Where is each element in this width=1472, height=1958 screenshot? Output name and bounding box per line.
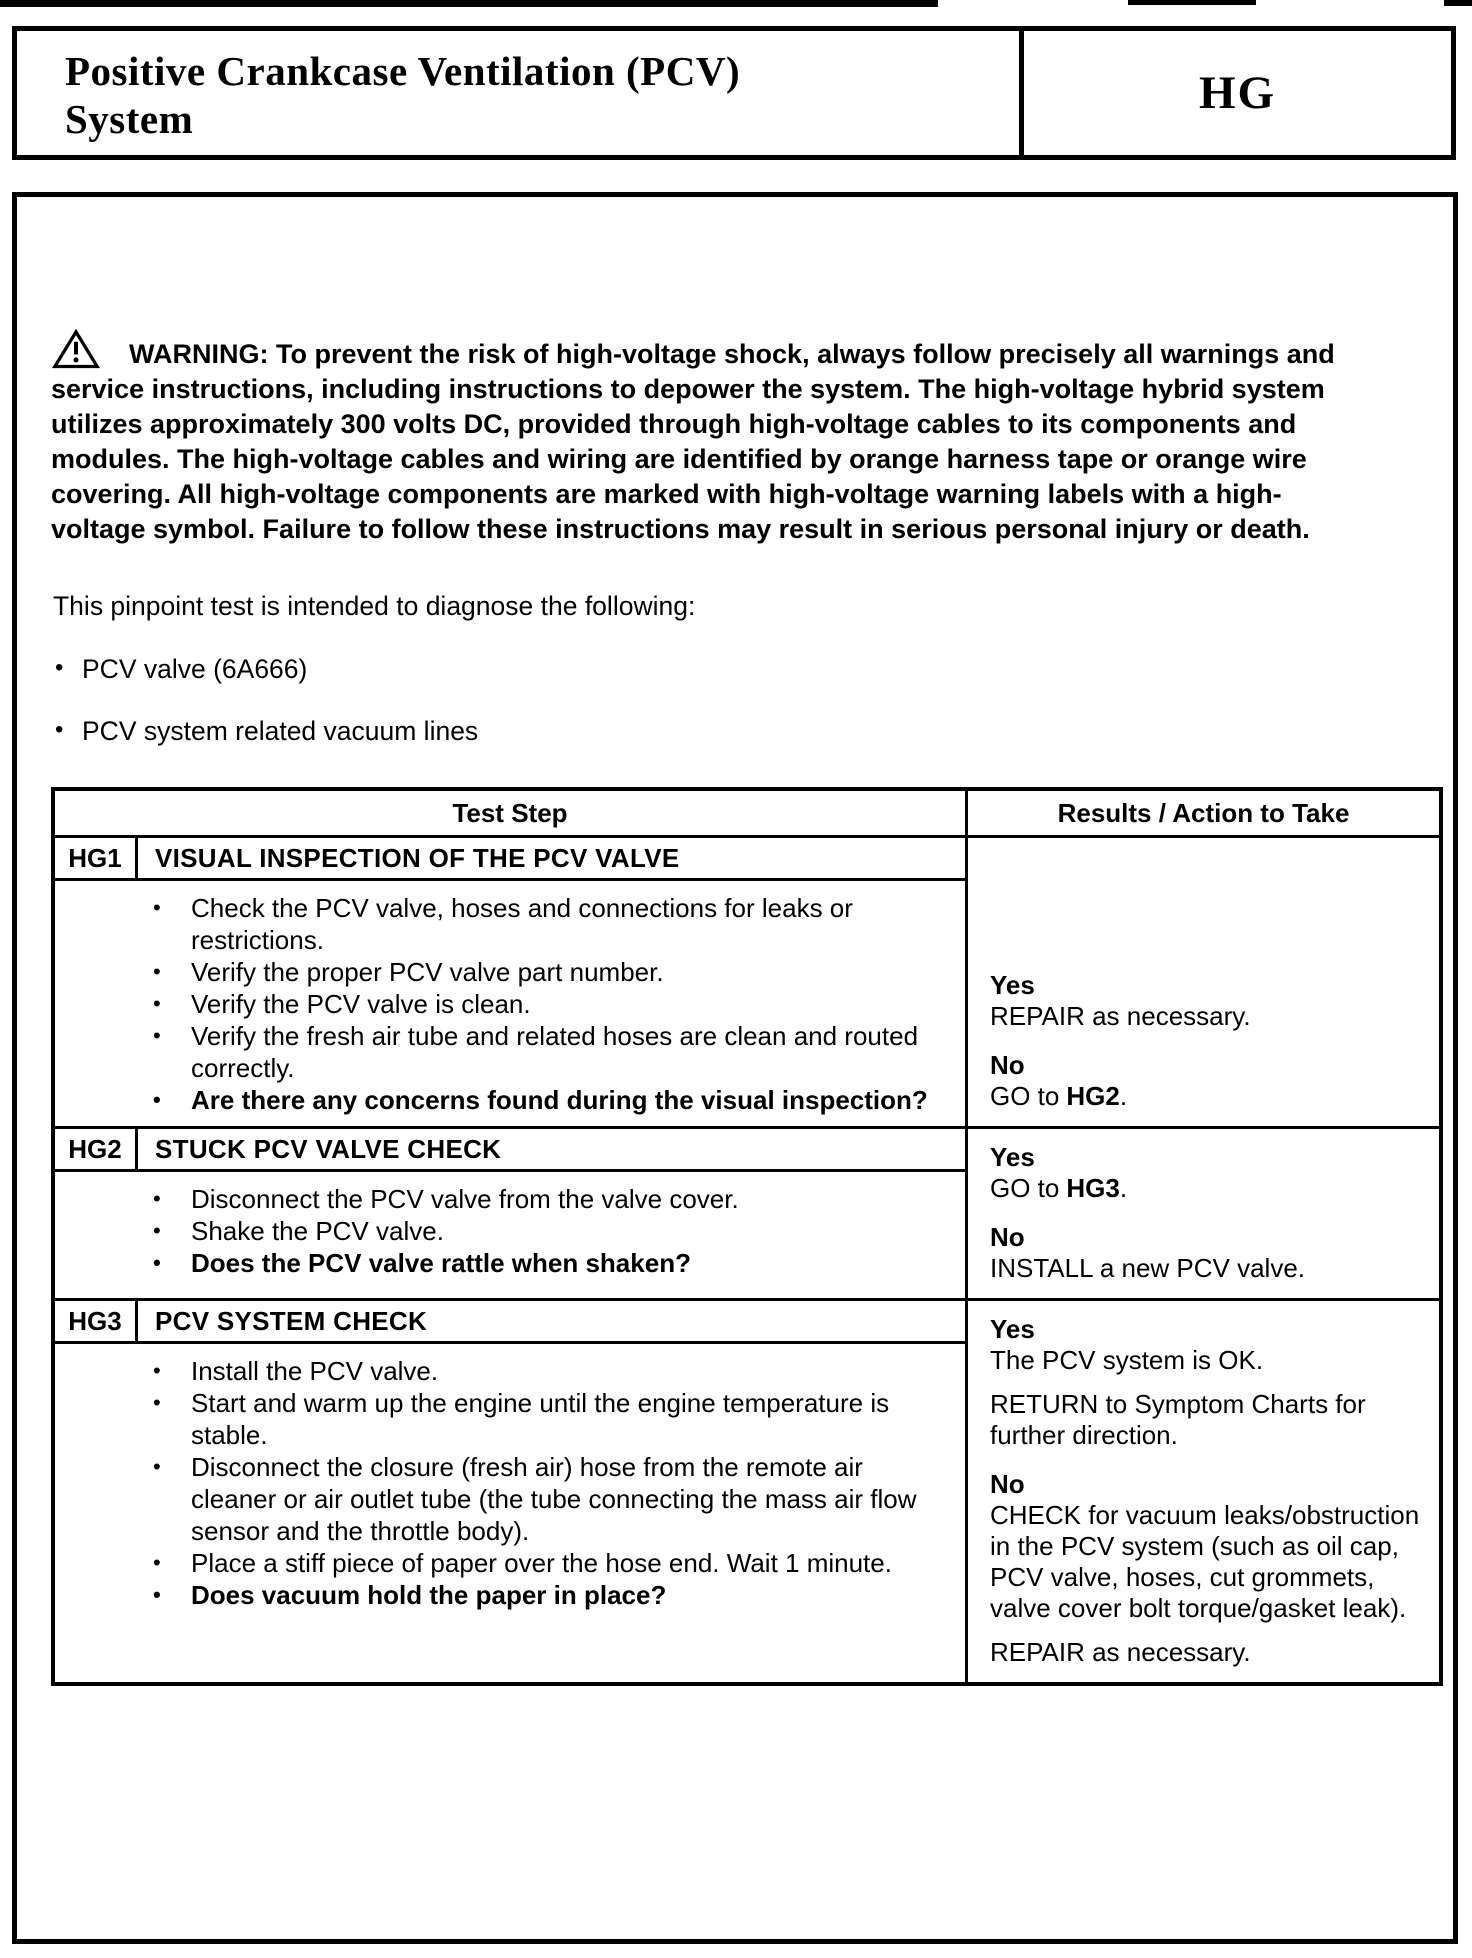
list-item: • PCV system related vacuum lines <box>55 716 1453 747</box>
section-title: STUCK PCV VALVE CHECK <box>155 1134 502 1164</box>
step-item: • Disconnect the closure (fresh air) hose from the remote air cleaner or air outlet tube (the tube connecting the mass air flow sensor and the throttle body). <box>191 1451 943 1547</box>
result-no <box>990 1221 1425 1284</box>
result-answer: No <box>990 1469 1025 1499</box>
test-section-hg3 <box>55 1298 1439 1682</box>
result-action: The PCV system is OK. <box>990 1345 1264 1375</box>
results-cell <box>968 838 1439 1126</box>
result-action: CHECK for vacuum leaks/obstruction in the PCV system (such as oil cap, PCV valve, hoses, cut grommets, valve cover bolt torque/gasket leak). <box>990 1500 1420 1623</box>
list-item: • PCV valve (6A666) <box>55 654 1453 685</box>
section-title: VISUAL INSPECTION OF THE PCV VALVE <box>155 843 680 873</box>
warning-text: To prevent the risk of high-voltage shock, always follow precisely all warnings and service instructions, including instructions to depower the system. The high-voltage hybrid system utilizes approximately 300 volts DC, provided through high-voltage cables to its components and modules. The high-voltage cables and wiring are identified by orange harness tape or orange wire covering. All high-voltage components are marked with high-voltage warning labels with a high-voltage symbol. Failure to follow these instructions may result in serious personal injury or death. <box>51 339 1335 544</box>
result-yes <box>990 1141 1425 1204</box>
result-no <box>990 1468 1425 1668</box>
intro-list <box>55 654 1453 747</box>
section-header <box>55 838 965 881</box>
step-list <box>55 892 943 1116</box>
step-list <box>55 1355 943 1611</box>
section-body <box>55 881 965 1126</box>
diagnostic-table <box>51 787 1443 1686</box>
section-body <box>55 1344 965 1682</box>
warning-block <box>51 329 1341 547</box>
result-yes <box>990 1313 1425 1451</box>
scan-artifact-bar <box>0 0 938 7</box>
results-header: Results / Action to Take <box>1057 798 1350 828</box>
step-item: • Place a stiff piece of paper over the hose end. Wait 1 minute. <box>191 1547 943 1579</box>
test-step-cell <box>55 1301 968 1682</box>
test-step-cell <box>55 838 968 1126</box>
section-id: HG1 <box>55 838 138 878</box>
step-item: • Start and warm up the engine until the engine temperature is stable. <box>191 1387 943 1451</box>
step-reference: HG3 <box>1066 1173 1120 1203</box>
table-header-row <box>55 791 1439 838</box>
result-answer: Yes <box>990 970 1035 1000</box>
section-title: PCV SYSTEM CHECK <box>155 1306 428 1336</box>
step-item-question: • Are there any concerns found during the visual inspection? <box>191 1084 943 1116</box>
page-header <box>12 26 1456 160</box>
result-answer: No <box>990 1222 1025 1252</box>
result-action: REPAIR as necessary. <box>990 1001 1251 1031</box>
step-item: • Verify the fresh air tube and related hoses are clean and routed correctly. <box>191 1020 943 1084</box>
result-answer: No <box>990 1050 1025 1080</box>
results-cell <box>968 1129 1439 1298</box>
step-item-question: • Does the PCV valve rattle when shaken? <box>191 1247 943 1279</box>
step-item: • Disconnect the PCV valve from the valve cover. <box>191 1183 943 1215</box>
result-no <box>990 1049 1425 1112</box>
test-step-header: Test Step <box>55 791 968 835</box>
result-answer: Yes <box>990 1314 1035 1344</box>
section-id: HG3 <box>55 1301 138 1341</box>
section-id: HG2 <box>55 1129 138 1169</box>
content-frame <box>12 192 1458 1944</box>
title-cell <box>17 31 1019 155</box>
action-text: . <box>1119 1173 1128 1203</box>
test-section-hg1 <box>55 838 1439 1126</box>
result-action: REPAIR as necessary. <box>990 1637 1251 1667</box>
results-cell <box>968 1301 1439 1682</box>
step-item: • Shake the PCV valve. <box>191 1215 943 1247</box>
step-item: • Check the PCV valve, hoses and connections for leaks or restrictions. <box>191 892 943 956</box>
result-answer: Yes <box>990 1142 1035 1172</box>
test-step-cell <box>55 1129 968 1298</box>
test-section-hg2 <box>55 1126 1439 1298</box>
result-action <box>990 1081 1425 1112</box>
result-action: INSTALL a new PCV valve. <box>990 1253 1306 1283</box>
warning-label: WARNING: <box>129 339 269 369</box>
step-reference: HG2 <box>1066 1081 1120 1111</box>
step-item: • Verify the proper PCV valve part number. <box>191 956 943 988</box>
result-action <box>990 1173 1425 1204</box>
scan-artifact-nub <box>1444 0 1472 6</box>
step-item: • Install the PCV valve. <box>191 1355 943 1387</box>
action-text: GO to <box>990 1173 1060 1203</box>
intro-text: This pinpoint test is intended to diagnose the following: <box>53 591 696 621</box>
action-text: . <box>1119 1081 1128 1111</box>
result-action: RETURN to Symptom Charts for further direction. <box>990 1389 1366 1450</box>
step-item-question: • Does vacuum hold the paper in place? <box>191 1579 943 1611</box>
page-title: Positive Crankcase Ventilation (PCV) System <box>65 48 741 142</box>
result-yes <box>990 969 1425 1032</box>
section-header <box>55 1301 965 1344</box>
code-cell <box>1019 31 1451 155</box>
section-header <box>55 1129 965 1172</box>
warning-triangle-icon <box>51 329 101 369</box>
section-body <box>55 1172 965 1298</box>
step-item: • Verify the PCV valve is clean. <box>191 988 943 1020</box>
action-text: GO to <box>990 1081 1060 1111</box>
section-code: HG <box>1198 67 1277 119</box>
scan-artifact-dash <box>1128 0 1256 5</box>
step-list <box>55 1183 943 1279</box>
